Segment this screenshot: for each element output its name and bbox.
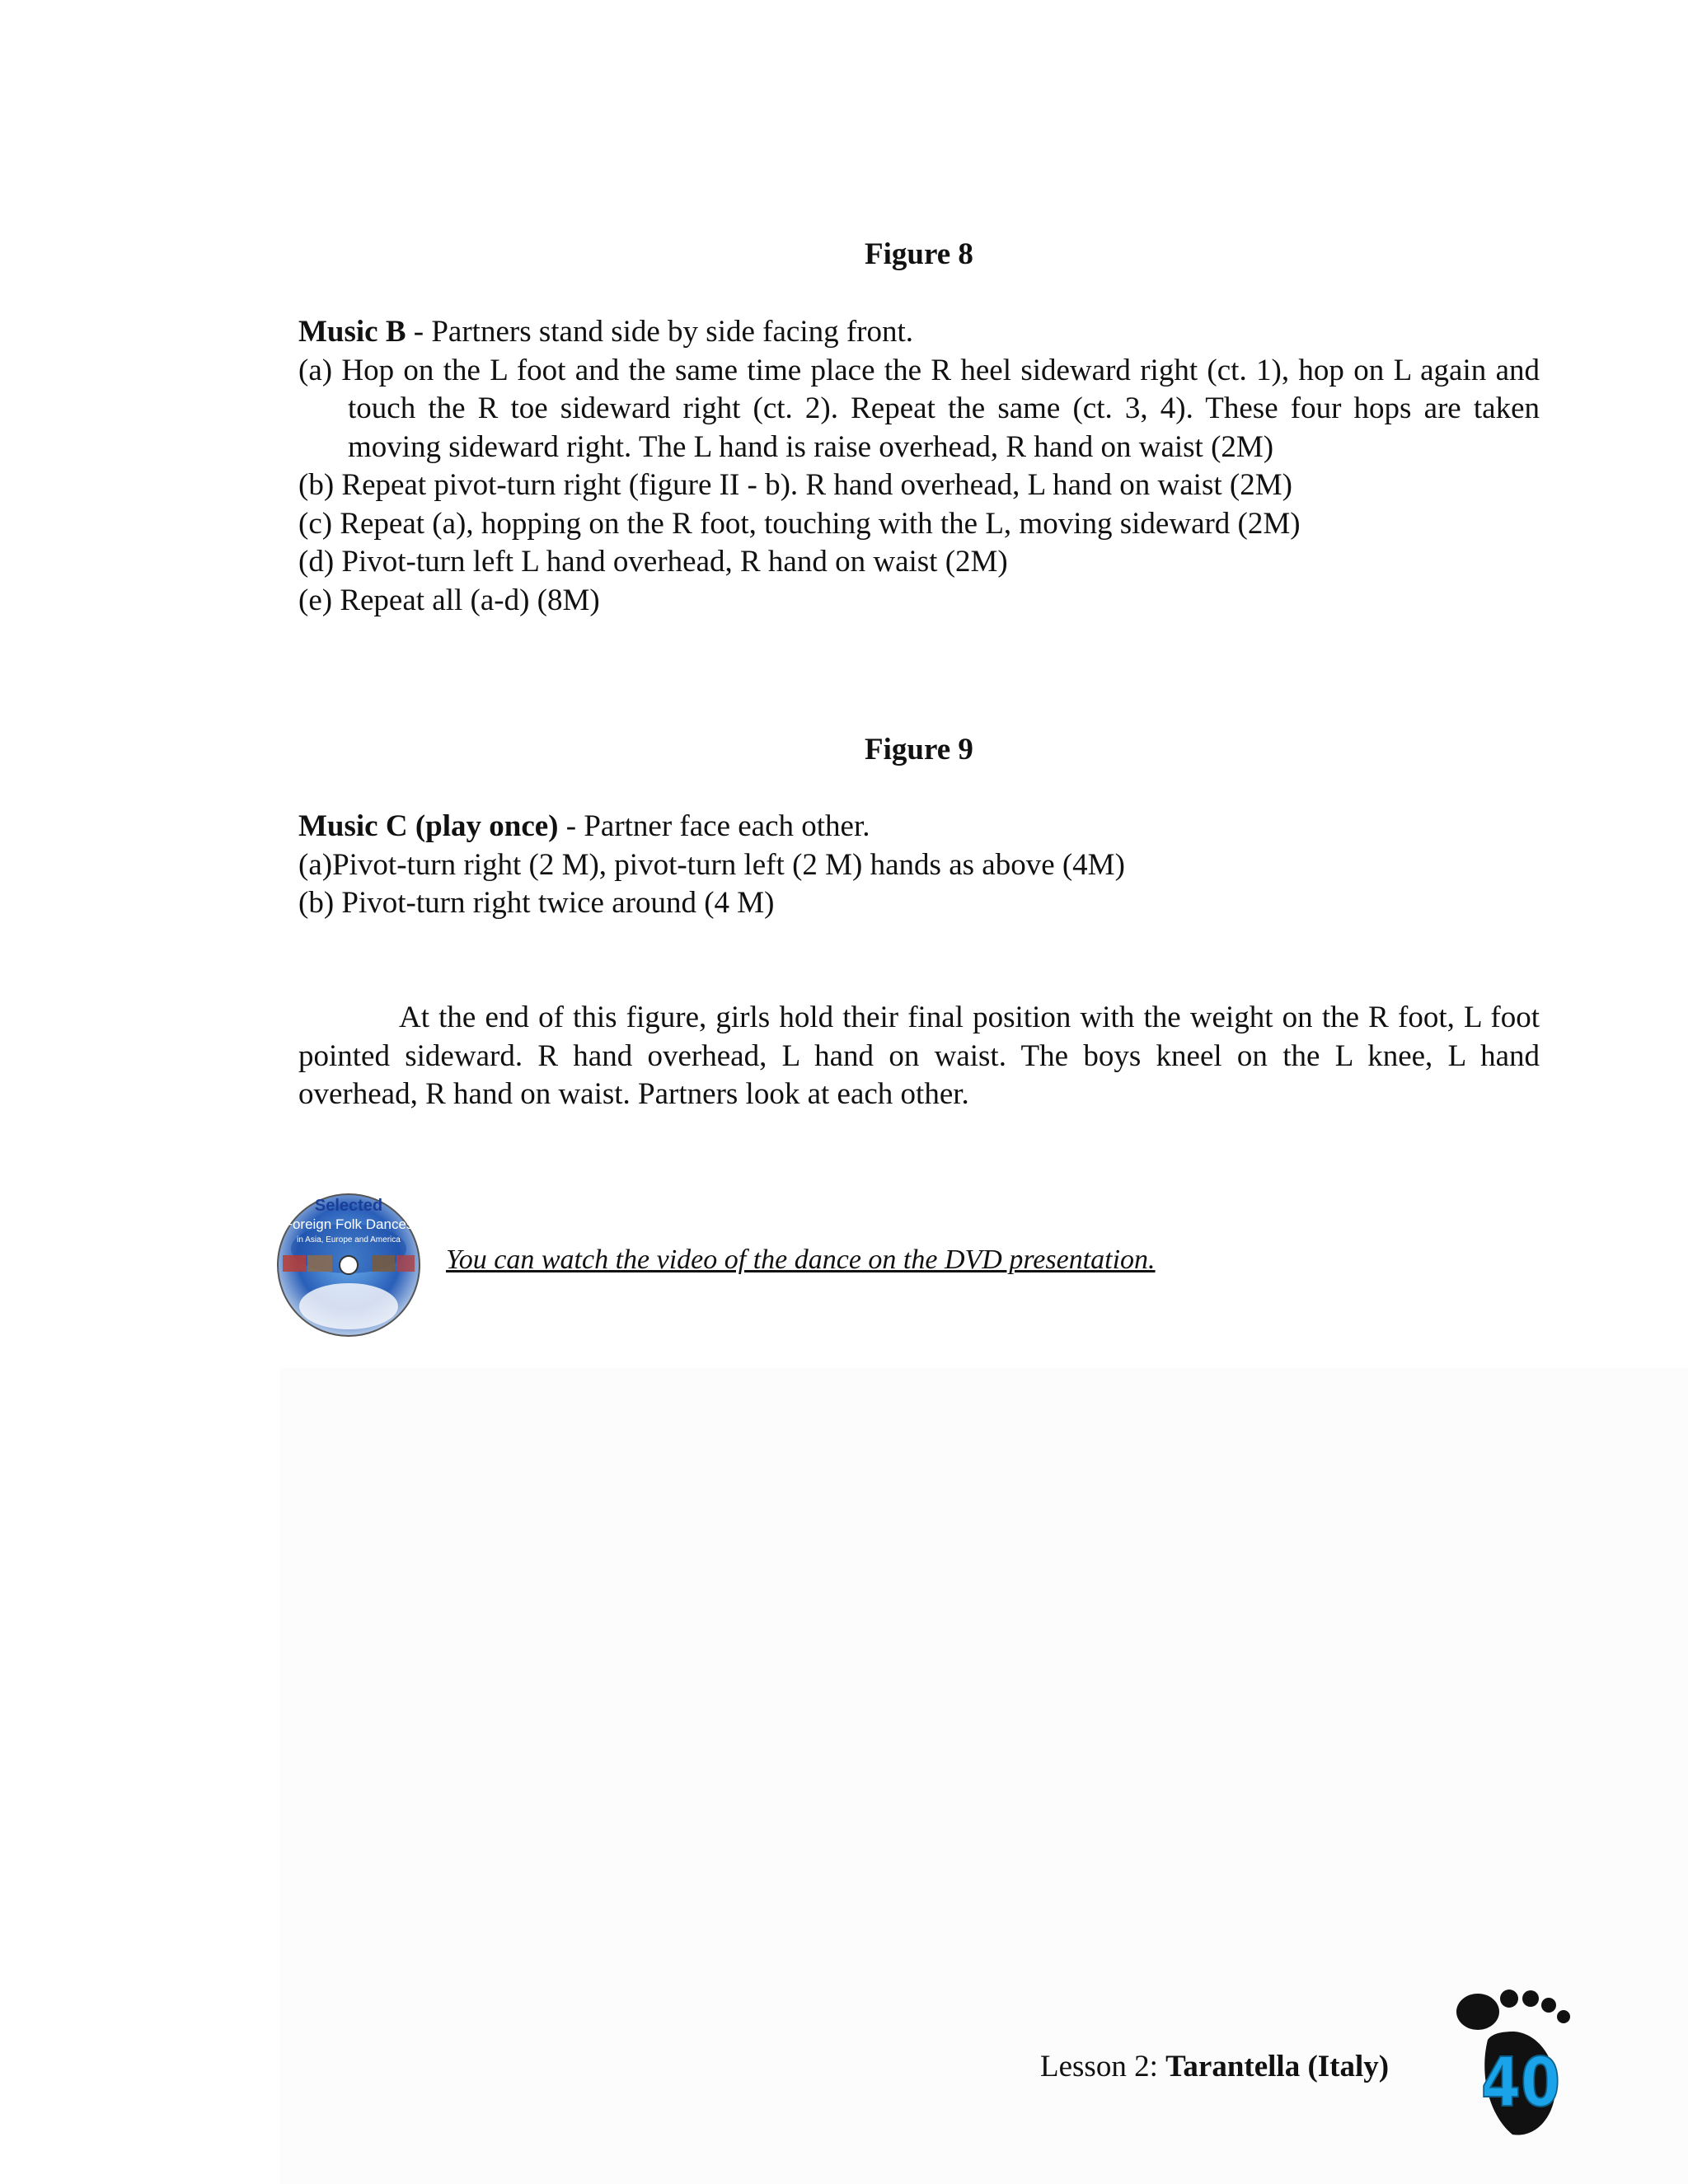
figure-8-step-c: (c) Repeat (a), hopping on the R foot, touching with the L, moving sideward (2M)	[298, 506, 1301, 541]
figure-8-step-d: (d) Pivot-turn left L hand overhead, R hand on waist (2M)	[298, 545, 1008, 579]
figure-8-heading: Figure 8	[865, 237, 973, 271]
figure-9-music-label: Music C (play once)	[298, 809, 559, 843]
figure-9-step-a: (a)Pivot-turn right (2 M), pivot-turn left (2 M) hands as above (4M)	[298, 847, 1125, 882]
figure-9-intro-text: - Partner face each other.	[558, 809, 870, 843]
figure-9-intro	[298, 808, 1540, 846]
figure-9-heading: Figure 9	[865, 733, 973, 766]
dvd-disc-icon	[274, 1191, 423, 1339]
dvd-video-link[interactable]: You can watch the video of the dance on the DVD presentation.	[446, 1244, 1156, 1275]
dvd-disc-subtitle: in Asia, Europe and America	[297, 1235, 401, 1244]
lesson-title: Tarantella (Italy)	[1165, 2050, 1390, 2083]
figure-9-step-b: (b) Pivot-turn right twice around (4 M)	[298, 886, 775, 920]
figure-8-intro	[298, 313, 1540, 352]
figure-9-section	[298, 808, 1540, 923]
footprint-toe-big-icon	[1456, 1994, 1499, 2030]
closing-paragraph: At the end of this figure, girls hold their final position with the weight on the R foot, L foot pointed sideward. R hand overhead, L hand on waist. The boys kneel on the L knee, L hand overhead, R hand on waist. Partners look at each other.	[298, 1001, 1540, 1111]
dvd-callout	[274, 1187, 1264, 1335]
figure-8-step-b: (b) Repeat pivot-turn right (figure II - b). R hand overhead, L hand on waist (2M)	[298, 468, 1292, 502]
page-number-footprint-badge	[1455, 1982, 1587, 2139]
figure-8-section	[298, 313, 1540, 620]
dvd-disc-title-line1: Selected	[314, 1197, 383, 1215]
figure-8-intro-text: - Partners stand side by side facing front.	[406, 315, 914, 349]
figure-8-music-label: Music B	[298, 315, 406, 349]
lesson-footer	[1040, 2049, 1389, 2084]
dvd-disc-title-line2: Foreign Folk Dances	[284, 1216, 414, 1232]
lesson-label: Lesson 2:	[1040, 2050, 1166, 2083]
page-number: 40	[1481, 2044, 1560, 2122]
figure-8-step-a: (a) Hop on the L foot and the same time place the R heel sideward right (ct. 1), hop on L again and touch the R toe sideward right (ct. 2). Repeat the same (ct. 3, 4). These four hops are taken moving sideward right. The L hand is raise overhead, R hand on waist (2M)	[298, 353, 1540, 464]
figure-8-step-e: (e) Repeat all (a-d) (8M)	[298, 583, 600, 617]
